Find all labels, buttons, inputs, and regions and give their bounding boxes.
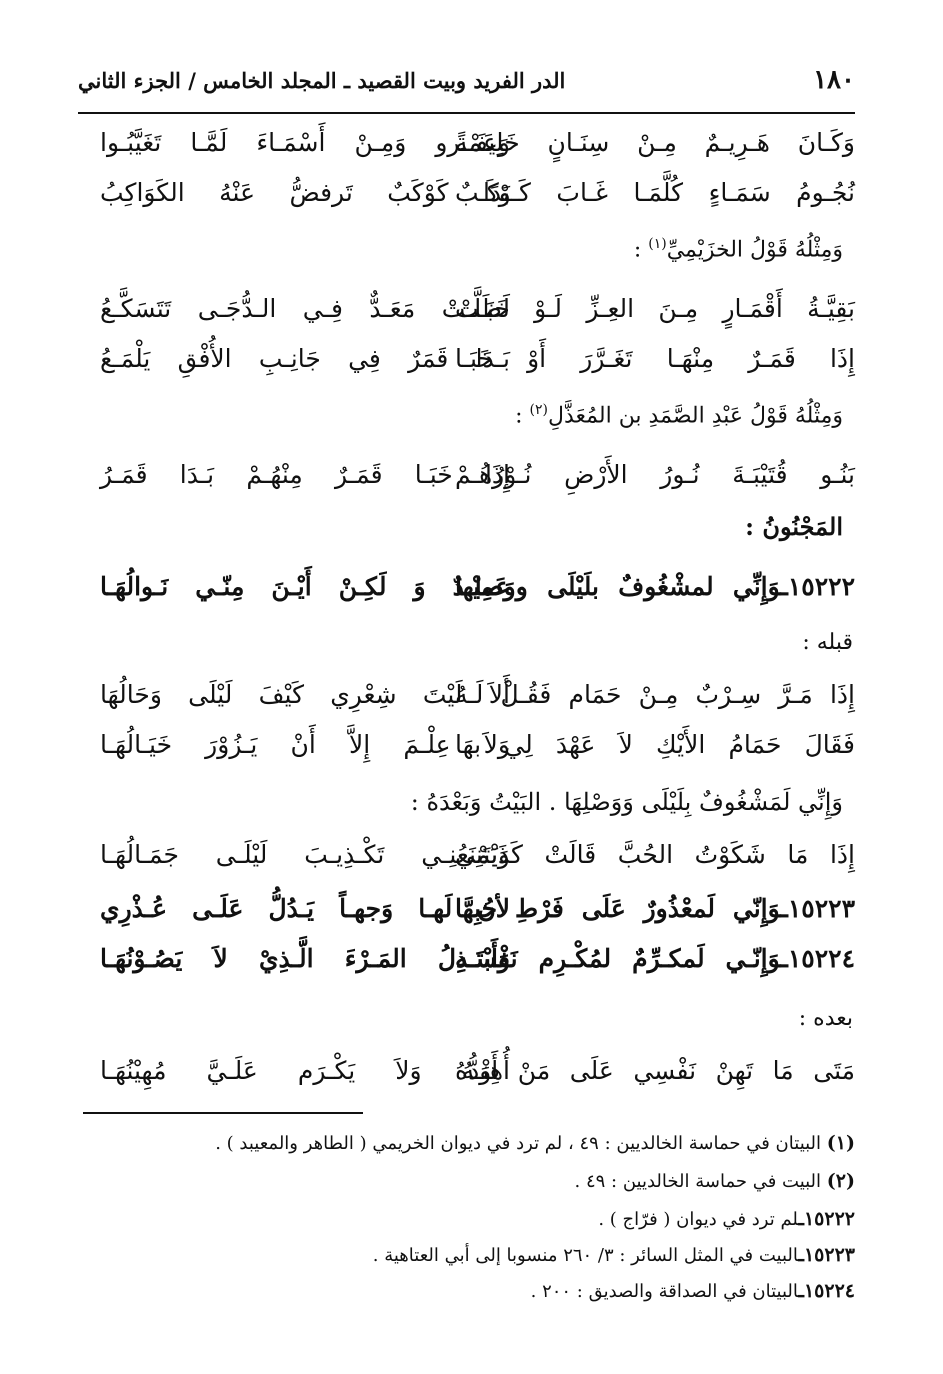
- footnote-text: البيتان في حماسة الخالديين : ٤٩ ، لم ترد في ديوان الخريمي ( الطاهر والمعيبد ) .: [215, 1133, 822, 1154]
- footnote-rule: [83, 1112, 363, 1114]
- prose-line: [100, 236, 843, 280]
- verse-second-hemistich: عَمِيْـدٌ وَ لَكِـنْ أَيْـنَ مِنّـي نَـوالُهَـا: [100, 572, 510, 601]
- footnote-text: البيت في حماسة الخالديين : ٤٩ .: [574, 1171, 822, 1192]
- verse-second-hemistich: أُهِنْـهُ وَلاَ يَكْـرَم عَلَـيَّ مُهِيْنُهَـا: [100, 1056, 510, 1085]
- running-title: الدر الفريد وبيت القصيد ـ المجلد الخامس / الجزء الثاني: [78, 67, 566, 93]
- verse-line: [100, 294, 855, 338]
- verse-second-hemistich: أَلاَ لَيْتَ شِعْرِي كَيْفَ لَيْلَى وَحَالُهَا: [100, 680, 510, 709]
- page-number: ١٨٠: [813, 65, 855, 95]
- verse-first-hemistich: ١٥٢٢٣ـوَإِنّي لَمعْذُورٌ عَلَى فَرْطِ حُبِهَّا: [455, 894, 855, 923]
- verse-second-hemistich: إِذَا خَبَـا قَمَـرٌ مِنْهُـمْ بَـدَا قَمَـرُ: [100, 460, 510, 489]
- footnote-number: (١): [826, 1132, 855, 1154]
- attribution-text: وَمِثْلُهُ قَوْلُ الخزَيْمِيِّ: [666, 237, 843, 263]
- verse-first-hemistich: إِذَا مَـرَّ سِـرْبٌ مِـنْ حَمَام فَقُـلْ لَـهُ: [455, 680, 855, 709]
- after-label: وَإِنِّي لَمَشْغُوفٌ بِلَيْلَى وَوَصْلِهَا . البَيْتُ وَبَعْدَهُ :: [410, 788, 843, 816]
- poet-name: المَجْنُونُ :: [745, 512, 843, 541]
- verse-number: ١٥٢٢٣ـ: [780, 894, 855, 923]
- page-header: [78, 60, 855, 100]
- verse-line-numbered: [100, 944, 855, 988]
- verse-line: [100, 1056, 855, 1100]
- footnote: [80, 1132, 855, 1162]
- verse-line: [100, 178, 855, 222]
- prose-line: [100, 788, 843, 832]
- footnote: [80, 1244, 855, 1274]
- poet-heading: [100, 512, 843, 556]
- footnote: [80, 1170, 855, 1200]
- verse-first-hemistich: فَقَالَ حَمَامُ الأَيْكِ لاَ عَهْدَ لِي بهَا: [455, 730, 855, 759]
- verse-number: ١٥٢٢٢ـ: [780, 572, 855, 601]
- verse-line-numbered: [100, 894, 855, 938]
- footnote-number: ١٥٢٢٣ـ: [798, 1244, 855, 1266]
- footnote-marker: (١): [648, 236, 667, 252]
- verse-second-hemistich: وَيَمْنَعُنِـي تَكْـذِيـبَ لَيْلَـى جَمَـالُهَـا: [100, 840, 510, 869]
- footnote-marker: (٢): [529, 402, 549, 418]
- verse-line: [100, 730, 855, 774]
- after-label: بعده :: [798, 1006, 853, 1031]
- verse-line: [100, 680, 855, 724]
- verse-second-hemistich: وَأَبْتَـذِلُ المَـرْءَ الَّـذِيْ لاَ يَصُـوْنُهَـا: [100, 944, 510, 973]
- before-label: قبله :: [802, 630, 853, 655]
- footnote: [80, 1208, 855, 1238]
- verse-second-hemistich: وَعَمْـرو وَمِـنْ أَسْمَـاءَ لَمَّـا تَغَيَّبُـوا: [100, 128, 510, 157]
- verse-first-hemistich: بَقِيَّـةُ أَقْمَـارٍ مِـنَ العِـزِّ لَـوْ خَبَـتْ: [455, 294, 855, 323]
- verse-second-hemistich: لَظَلَّـتْ مَعَـدٌّ فِـي الـدُّجَـى تَتَسَكَّـعُ: [100, 294, 510, 323]
- colon: :: [515, 403, 530, 429]
- footnote-number: (٢): [826, 1170, 855, 1192]
- verse-second-hemistich: وَلاَ عِلْـمَ إِلاَّ أَنْ يَـزُوْرَ خَيَـالُهَـا: [100, 730, 510, 759]
- footnote: [80, 1280, 855, 1310]
- verse-first-hemistich: مَتَى مَا تَهِنْ نَفْسِي عَلَى مَنْ أَوَدُّهُ: [455, 1056, 855, 1085]
- verse-first-hemistich: وَكَـانَ هَـرِيـمٌ مِـنْ سِنَـانٍ خَلِيفَـةً: [455, 128, 855, 157]
- verse-second-hemistich: بَدَا كَوْكَبٌ تَرفضُّ عَنْهُ الكَوَاكِبُ: [100, 178, 510, 207]
- footnote-text: البيتان في الصداقة والصديق : ٢٠٠ .: [530, 1281, 799, 1302]
- prose-line: [100, 402, 843, 446]
- verse-first-hemistich: ١٥٢٢٢ـوَإِنِّي لمشْغُوفٌ بلَيْلَى ووَصلها: [455, 572, 855, 601]
- verse-line: [100, 460, 855, 504]
- colon: :: [633, 237, 649, 263]
- attribution-text: وَمِثْلُهُ قَوْلُ عَبْدِ الصَّمَدِ بن المُعَذَّلِ: [548, 403, 843, 429]
- verse-number: ١٥٢٢٤ـ: [780, 944, 855, 973]
- verse-second-hemistich: بَـدَا قَمَرٌ فِي جَانِـبِ الأُفْقِ يَلْمَـعُ: [100, 344, 510, 373]
- verse-line: [100, 840, 855, 884]
- verse-first-hemistich: إِذَا قَمَـرٌ مِنْهَـا تَغَـرَّرَ أَوْ خَبَـا: [455, 344, 855, 373]
- footnote-number: ١٥٢٢٢ـ: [798, 1208, 855, 1230]
- verse-first-hemistich: بَنُـو قُتَيْبَـةَ نُـورُ الأَرْضِ نُـوْرُهُـمْ: [455, 460, 855, 489]
- verse-line-numbered: [100, 572, 855, 616]
- verse-line: [100, 344, 855, 388]
- footnote-text: البيت في المثل السائر : ٣/ ٢٦٠ منسوبا إلى أبي العتاهية .: [372, 1245, 799, 1266]
- footnote-number: ١٥٢٢٤ـ: [798, 1280, 855, 1302]
- verse-first-hemistich: ١٥٢٢٤ـوَإِنّـي لَمكـرِّمٌ لمُكْـرِم نَفْسـهِ: [455, 944, 855, 973]
- prose-line: [100, 630, 853, 674]
- verse-line: [100, 128, 855, 172]
- verse-first-hemistich: نُجُـومُ سَمَـاءٍ كُلَّمَـا غَـابَ كَـوْكَـبٌ: [455, 178, 855, 207]
- prose-line: [100, 1006, 853, 1050]
- verse-second-hemistich: لأن لَهـا وَجهـاً يَـدُلُّ عَلَـى عُـذْرِي: [100, 894, 510, 923]
- verse-first-hemistich: إِذَا مَا شَكَوْتُ الحُبَّ قَالَتْ كَذَبْتَنِي: [455, 840, 855, 869]
- footnote-text: لم ترد في ديوان ( فرّاج ) .: [598, 1209, 799, 1230]
- header-rule: [78, 112, 855, 114]
